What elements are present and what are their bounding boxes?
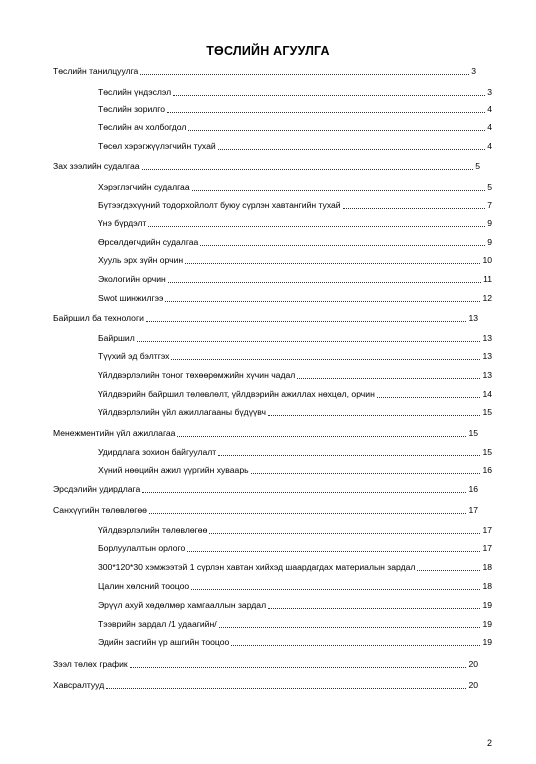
toc-entry-title: Swot шинжилгээ bbox=[98, 293, 164, 303]
toc-entry-title: Эрүүл ахуй хөдөлмөр хамгааллын зардал bbox=[98, 600, 267, 610]
toc-entry-page: 13 bbox=[482, 333, 492, 343]
dot-leader bbox=[268, 599, 480, 609]
toc-entry[interactable] bbox=[98, 404, 492, 418]
toc-entry[interactable] bbox=[98, 234, 492, 248]
toc-entry-title: Түүхий эд бэлтгэх bbox=[98, 351, 170, 361]
toc-entry-title: Төслийн танилцуулга bbox=[53, 66, 139, 76]
toc-entry[interactable] bbox=[98, 179, 492, 193]
toc-entry[interactable] bbox=[53, 656, 478, 670]
dot-leader bbox=[167, 103, 485, 113]
toc-entry-title: Экологийн орчин bbox=[98, 274, 166, 284]
dot-leader bbox=[187, 542, 480, 552]
toc-entry[interactable] bbox=[98, 597, 492, 611]
toc-entry-title: Менежментийн үйл ажиллагаа bbox=[53, 428, 176, 438]
toc-entry-title: Хүний нөөцийн ажил үүргийн хуваарь bbox=[98, 465, 249, 475]
toc-entry-title: Санхүүгийн төлөвлөгөө bbox=[53, 505, 147, 515]
dot-leader bbox=[200, 236, 485, 246]
toc-entry-title: Хэрэглэгчийн судалгаа bbox=[98, 182, 190, 192]
toc-entry-title: Үйлдвэрийн байршил төлөвлөлт, үйлдвэрийн ажиллах нөхцөл, орчин bbox=[98, 389, 375, 399]
toc-entry-page: 4 bbox=[487, 104, 492, 114]
toc-entry-page: 19 bbox=[482, 637, 492, 647]
toc-entry-page: 9 bbox=[487, 237, 492, 247]
toc-entry-page: 9 bbox=[487, 218, 492, 228]
dot-leader bbox=[171, 350, 480, 360]
toc-entry-title: Зах зээлийн судалгаа bbox=[53, 161, 140, 171]
toc-entry-page: 15 bbox=[468, 428, 478, 438]
toc-entry[interactable] bbox=[53, 677, 478, 691]
toc-entry[interactable] bbox=[98, 367, 492, 381]
dot-leader bbox=[417, 561, 480, 571]
toc-entry-page: 10 bbox=[482, 255, 492, 265]
toc-entry[interactable] bbox=[53, 481, 478, 495]
dot-leader bbox=[173, 86, 485, 96]
toc-entry-page: 5 bbox=[475, 161, 480, 171]
toc-entry[interactable] bbox=[98, 271, 492, 285]
toc-entry-title: Төслийн ач холбогдол bbox=[98, 122, 187, 132]
toc-entry[interactable] bbox=[98, 559, 492, 573]
dot-leader bbox=[177, 427, 466, 437]
toc-entry-title: Өрсөлдөгчдийн судалгаа bbox=[98, 237, 199, 247]
toc-entry-page: 3 bbox=[471, 66, 476, 76]
dot-leader bbox=[185, 254, 480, 264]
toc-entry-page: 14 bbox=[482, 389, 492, 399]
toc-entry-title: Зээл төлөх график bbox=[53, 659, 128, 669]
toc-entry-title: Эдийн засгийн үр ашгийн тооцоо bbox=[98, 637, 230, 647]
toc-entry[interactable] bbox=[98, 330, 492, 344]
toc-entry[interactable] bbox=[98, 540, 492, 554]
toc-entry-title: Төслийн зорилго bbox=[98, 104, 166, 114]
toc-entry[interactable] bbox=[53, 310, 478, 324]
toc-entry-page: 13 bbox=[482, 351, 492, 361]
toc-entry-title: Тээврийн зардал /1 удаагийн/ bbox=[98, 619, 217, 629]
dot-leader bbox=[146, 312, 467, 322]
toc-title: ТӨСЛИЙН АГУУЛГА bbox=[206, 44, 330, 58]
toc-entry-title: Эрсдэлийн удирдлага bbox=[53, 484, 141, 494]
toc-entry-page: 20 bbox=[468, 659, 478, 669]
toc-entry-title: Хавсралтууд bbox=[53, 680, 105, 690]
dot-leader bbox=[297, 369, 480, 379]
toc-entry-page: 4 bbox=[487, 141, 492, 151]
toc-entry-page: 19 bbox=[482, 619, 492, 629]
toc-entry[interactable] bbox=[98, 578, 492, 592]
toc-entry[interactable] bbox=[98, 444, 492, 458]
toc-entry-title: Үйлдвэрлэлийн тоног төхөөрөмжийн хүчин чадал bbox=[98, 370, 296, 380]
toc-entry-page: 16 bbox=[482, 465, 492, 475]
toc-entry-title: Төсөл хэрэгжүүлэгчийн тухай bbox=[98, 141, 216, 151]
toc-entry-page: 13 bbox=[468, 313, 478, 323]
toc-entry-title: Үйлдвэрлэлийн төлөвлөгөө bbox=[98, 525, 208, 535]
dot-leader bbox=[209, 524, 480, 534]
toc-entry-title: Байршил ба технологи bbox=[53, 313, 144, 323]
dot-leader bbox=[377, 388, 481, 398]
toc-entry[interactable] bbox=[98, 215, 492, 229]
toc-entry[interactable] bbox=[53, 502, 478, 516]
toc-entry-title: Удирдлага зохион байгуулалт bbox=[98, 447, 217, 457]
toc-entry-page: 5 bbox=[487, 182, 492, 192]
toc-entry[interactable] bbox=[53, 158, 480, 172]
toc-entry-title: Үйлдвэрлэлийн үйл ажиллагааны бүдүүвч bbox=[98, 407, 266, 417]
toc-entry[interactable] bbox=[98, 348, 492, 362]
dot-leader bbox=[165, 292, 480, 302]
toc-entry-page: 17 bbox=[482, 525, 492, 535]
toc-entry[interactable] bbox=[98, 84, 492, 98]
toc-entry[interactable] bbox=[98, 634, 492, 648]
dot-leader bbox=[191, 580, 480, 590]
toc-entry-page: 4 bbox=[487, 122, 492, 132]
toc-entry-page: 16 bbox=[468, 484, 478, 494]
toc-entry-title: Цалин хөлсний тооцоо bbox=[98, 581, 190, 591]
toc-entry-title: Хууль эрх зүйн орчин bbox=[98, 255, 184, 265]
dot-leader bbox=[192, 181, 486, 191]
toc-entry[interactable] bbox=[98, 290, 492, 304]
toc-entry-title: Төслийн үндэслэл bbox=[98, 87, 172, 97]
dot-leader bbox=[106, 679, 466, 689]
toc-entry-page: 19 bbox=[482, 600, 492, 610]
toc-entry-page: 3 bbox=[487, 87, 492, 97]
dot-leader bbox=[148, 217, 485, 227]
toc-entry[interactable] bbox=[98, 462, 492, 476]
page-number: 2 bbox=[486, 738, 492, 748]
dot-leader bbox=[130, 658, 467, 668]
toc-entry[interactable] bbox=[98, 138, 492, 152]
toc-entry[interactable] bbox=[98, 101, 492, 115]
dot-leader bbox=[218, 140, 486, 150]
toc-entry-page: 20 bbox=[468, 680, 478, 690]
dot-leader bbox=[343, 199, 486, 209]
dot-leader bbox=[142, 483, 466, 493]
toc-entry-title: Байршил bbox=[98, 333, 135, 343]
toc-entry[interactable] bbox=[98, 197, 492, 211]
dot-leader bbox=[149, 504, 466, 514]
toc-entry-title: 300*120*30 хэмжээтэй 1 сүрлэн хавтан хийхэд шаардагдах материалын зардал bbox=[98, 562, 416, 572]
dot-leader bbox=[219, 618, 481, 628]
dot-leader bbox=[231, 636, 480, 646]
toc-entry[interactable] bbox=[53, 425, 478, 439]
toc-entry-page: 18 bbox=[482, 562, 492, 572]
toc-entry[interactable] bbox=[98, 386, 492, 400]
dot-leader bbox=[188, 121, 485, 131]
toc-entry-page: 12 bbox=[482, 293, 492, 303]
toc-entry[interactable] bbox=[98, 252, 492, 266]
toc-entry-page: 15 bbox=[482, 447, 492, 457]
toc-entry-title: Үнэ бүрдэлт bbox=[98, 218, 147, 228]
toc-entry-page: 18 bbox=[482, 581, 492, 591]
dot-leader bbox=[142, 160, 474, 170]
toc-entry-title: Борлуулалтын орлого bbox=[98, 543, 186, 553]
toc-entry-page: 13 bbox=[482, 370, 492, 380]
dot-leader bbox=[168, 273, 481, 283]
toc-entry[interactable] bbox=[53, 63, 476, 77]
toc-entry-page: 7 bbox=[487, 200, 492, 210]
toc-entry[interactable] bbox=[98, 522, 492, 536]
toc-entry[interactable] bbox=[98, 119, 492, 133]
toc-entry[interactable] bbox=[98, 616, 492, 630]
toc-entry-page: 15 bbox=[482, 407, 492, 417]
dot-leader bbox=[218, 446, 480, 456]
toc-entry-page: 17 bbox=[468, 505, 478, 515]
dot-leader bbox=[251, 464, 481, 474]
dot-leader bbox=[268, 406, 480, 416]
toc-entry-title: Бүтээгдэхүүний тодорхойлолт буюу сүрлэн хавтангийн тухай bbox=[98, 200, 341, 210]
dot-leader bbox=[137, 332, 481, 342]
toc-entry-page: 17 bbox=[482, 543, 492, 553]
dot-leader bbox=[140, 65, 469, 75]
toc-entry-page: 11 bbox=[483, 274, 492, 284]
